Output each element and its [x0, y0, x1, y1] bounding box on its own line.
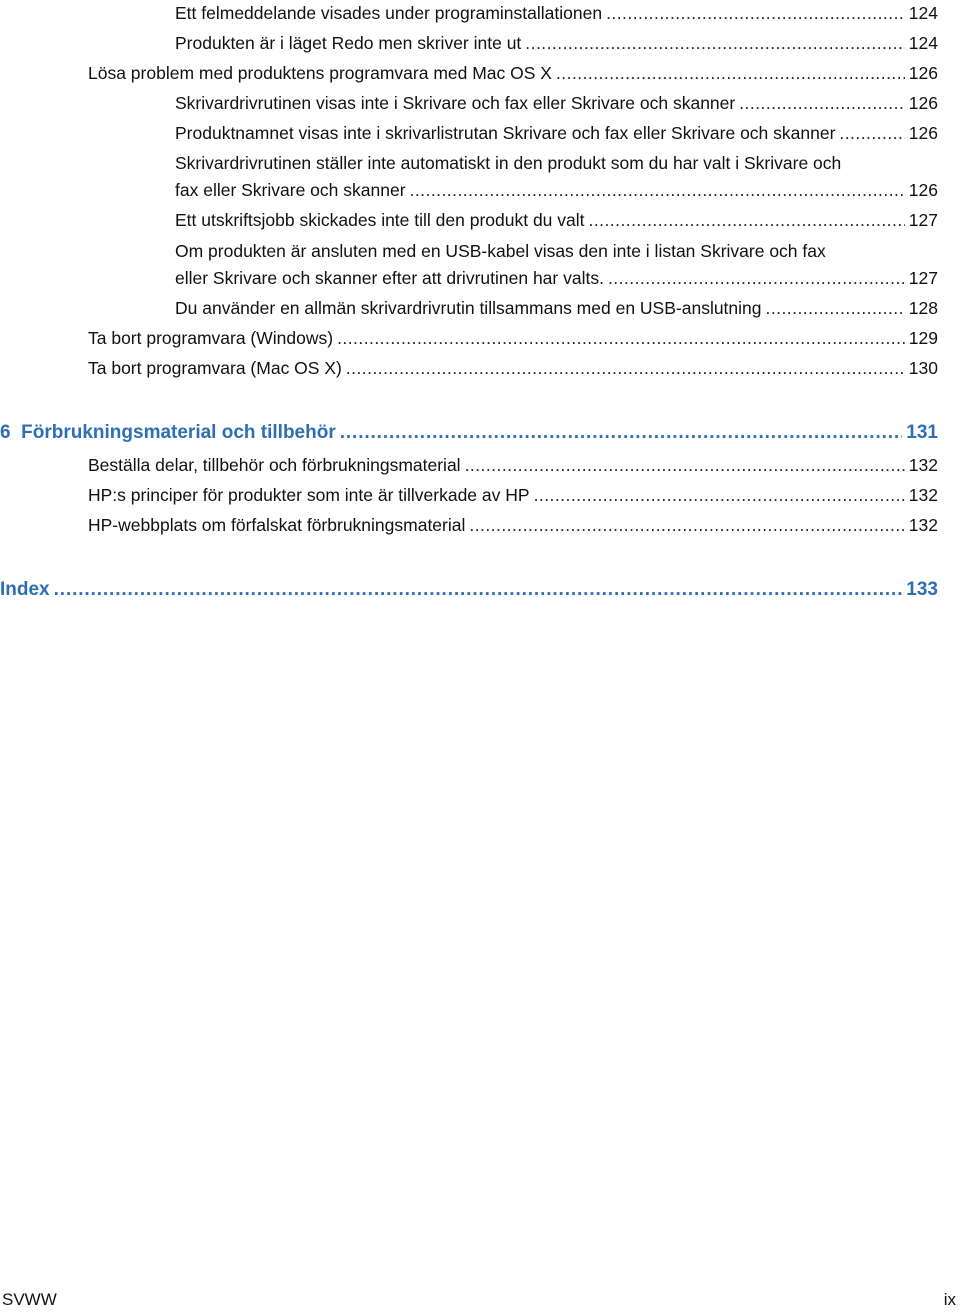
toc-chapter-title: 6 Förbrukningsmaterial och tillbehör	[0, 422, 336, 443]
toc-entry-page: 129	[908, 328, 938, 348]
leader-dots	[337, 325, 905, 352]
leader-dots	[839, 120, 904, 147]
toc-entry[interactable]	[88, 355, 938, 382]
footer-document-code: SVWW	[2, 1290, 57, 1309]
leader-dots	[556, 60, 905, 87]
toc-entry[interactable]	[88, 325, 938, 352]
leader-dots	[534, 482, 905, 509]
toc-entry-title: Produkten är i läget Redo men skriver inte ut	[175, 33, 522, 53]
toc-entry-title-line1: Skrivardrivrutinen ställer inte automatiskt in den produkt som du har valt i Skrivare och	[175, 153, 842, 173]
toc-entry-title-line2: eller Skrivare och skanner efter att drivrutinen har valts.	[175, 268, 604, 288]
toc-entry[interactable]	[175, 30, 938, 57]
toc-entry-title: HP:s principer för produkter som inte är tillverkade av HP	[88, 485, 530, 505]
toc-entry[interactable]	[175, 295, 938, 322]
toc-entry-page: 128	[908, 298, 938, 318]
toc-entry-title-line1: Om produkten är ansluten med en USB-kabel visas den inte i listan Skrivare och fax	[175, 241, 826, 261]
toc-entry-page: 126	[908, 93, 938, 113]
toc-chapter-entry[interactable]	[0, 576, 938, 603]
leader-dots	[589, 207, 905, 234]
toc-entry-title: Produktnamnet visas inte i skrivarlistrutan Skrivare och fax eller Skrivare och skanner	[175, 123, 836, 143]
toc-chapter-page: 131	[906, 422, 938, 443]
toc-entry-page: 132	[908, 515, 938, 535]
toc-entry[interactable]	[88, 60, 938, 87]
toc-entry-page: 130	[908, 358, 938, 378]
toc-entry-title: Ett utskriftsjobb skickades inte till den produkt du valt	[175, 210, 585, 230]
toc-entry-title: Skrivardrivrutinen visas inte i Skrivare och fax eller Skrivare och skanner	[175, 93, 736, 113]
page-footer	[0, 1290, 960, 1314]
toc-entry-title: Beställa delar, tillbehör och förbrukningsmaterial	[88, 455, 461, 475]
leader-dots	[608, 265, 905, 292]
toc-entry-page: 124	[908, 33, 938, 53]
leader-dots	[525, 30, 905, 57]
leader-dots	[739, 90, 905, 117]
toc-entry-title-line2: fax eller Skrivare och skanner	[175, 180, 406, 200]
toc-entry[interactable]	[175, 0, 938, 27]
toc-entry[interactable]	[175, 90, 938, 117]
toc-entry-title: Ett felmeddelande visades under programinstallationen	[175, 3, 603, 23]
leader-dots	[340, 419, 903, 446]
toc-entry-title: Du använder en allmän skrivardrivrutin tillsammans med en USB-anslutning	[175, 298, 762, 318]
toc-entry-page: 126	[908, 63, 938, 83]
toc-entry-page: 126	[908, 180, 938, 200]
toc-entry-title: Ta bort programvara (Windows)	[88, 328, 334, 348]
toc-entry-title: HP-webbplats om förfalskat förbrukningsmaterial	[88, 515, 466, 535]
toc-chapter-title: Index	[0, 579, 50, 600]
toc-entry[interactable]	[88, 452, 938, 479]
toc-entry-page: 126	[908, 123, 938, 143]
toc-entry[interactable]	[175, 207, 938, 234]
toc-entry-page: 124	[908, 3, 938, 23]
footer-page-number: ix	[943, 1290, 956, 1309]
toc-entry-title: Lösa problem med produktens programvara med Mac OS X	[88, 63, 552, 83]
toc-entry[interactable]	[175, 120, 938, 147]
toc-entry-page: 127	[908, 210, 938, 230]
toc-entry[interactable]	[88, 482, 938, 509]
leader-dots	[410, 177, 905, 204]
leader-dots	[54, 576, 903, 603]
leader-dots	[766, 295, 905, 322]
toc-chapter-page: 133	[906, 579, 938, 600]
leader-dots	[465, 452, 905, 479]
toc-entry-title: Ta bort programvara (Mac OS X)	[88, 358, 342, 378]
toc-entry-page: 127	[908, 268, 938, 288]
toc-chapter-entry[interactable]	[0, 419, 938, 446]
toc-entry[interactable]	[175, 150, 938, 204]
leader-dots	[606, 0, 905, 27]
toc-entry[interactable]	[175, 238, 938, 292]
toc-entry[interactable]	[88, 512, 938, 539]
leader-dots	[469, 512, 904, 539]
toc-entry-page: 132	[908, 455, 938, 475]
toc-entry-page: 132	[908, 485, 938, 505]
leader-dots	[346, 355, 905, 382]
